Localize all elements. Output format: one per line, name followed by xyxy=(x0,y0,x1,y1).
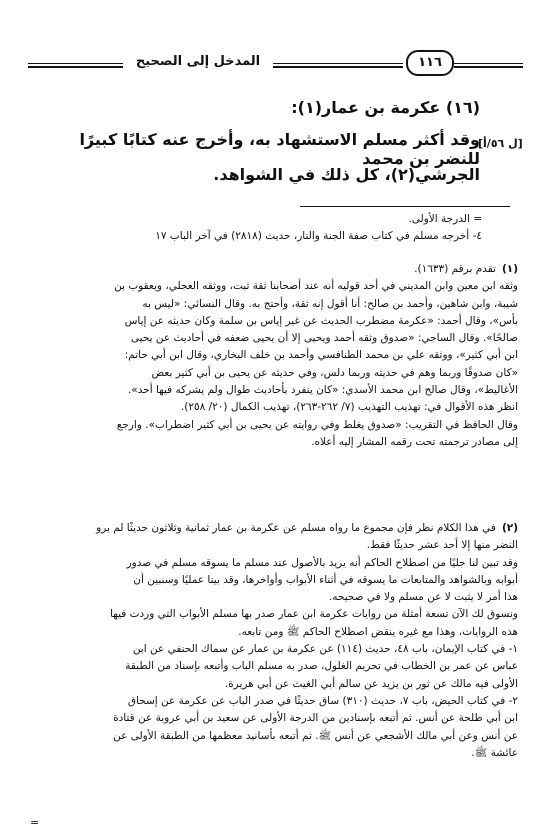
header-rule-right-thin xyxy=(454,63,523,64)
footnote-2-line: أبوابه وبالشواهد والمتابعات ما يسوقه في أثناء الأبواب وأواخرها، وقد بينا عمليًا وسنبين أن xyxy=(133,573,518,586)
footnote-1-line: ابن أبي كثير»، ووثقه علي بن محمد الطنافسي وأحمد بن خلف البخاري، وقال ابن أبي حاتم: xyxy=(124,349,518,362)
header-rule-left-thin xyxy=(28,63,123,64)
footnote-2-line: عن أنس وعن أبي مالك الأشجعي عن أنس ﷺ. ثم أتبعه بأسانيد معظمها من الطبقة الأولى عن xyxy=(113,729,518,742)
footnote-2-line: النضر منها إلا أحد عشر حديثًا فقط. xyxy=(366,539,518,552)
footnote-1-line: وثقه ابن معين وابن المديني في أحد قوليه أنه عند أصحابنا ثقة ثبت، ووثقه العجلي، ويعقوب بن xyxy=(114,280,518,293)
entry-heading: (١٦) عكرمة بن عمار(١): xyxy=(291,98,480,117)
footnote-1-line: تقدم برقم (١٦٣٣). xyxy=(414,263,496,275)
header-rule-left xyxy=(28,66,123,68)
footnote-2-line: هذه الروايات، وهذا مع غيره ينقض اصطلاح الحاكم ﷺ ومن تابعه. xyxy=(238,625,518,638)
header-rule-middle-thin xyxy=(273,63,403,64)
header-title: المدخل إلى الصحيح xyxy=(135,54,261,69)
footnote-2-line: عائشة ﷺ. xyxy=(471,746,518,759)
page-number: ١١٦ xyxy=(406,50,454,76)
continuation-line-2: ٤- أخرجه مسلم في كتاب صفة الجنة والنار، حديث (٢٨١٨) في آخر الباب ١٧ xyxy=(155,230,482,242)
running-header xyxy=(28,50,523,78)
footnote-2-line: الأولى فيه مالك عن ثور بن يزيد عن سالم أبي الغيث عن أبي هريرة. xyxy=(224,677,518,690)
continuation-mark: = xyxy=(30,816,40,829)
footnote-1-line: «كان صدوقًا وربما وهم في حديثه وربما دلس، وفي حديثه عن يحيى بن أبي كثير بعض xyxy=(151,366,518,379)
footnote-2-line: ابن أبي طلحة عن أنس. ثم أتبعه بإسنادين من الدرجة الأولى عن سعيد بن أبي عروبة عن قتادة xyxy=(113,712,518,725)
header-rule-middle xyxy=(273,66,403,68)
footnote-1-line: بأس»، وقال أحمد: «عكرمة مضطرب الحديث عن غير إياس بن سلمة وكان حديثه عن إياس xyxy=(124,314,518,327)
footnote-1-line: شيبة، وابن شاهين، وأحمد بن صالح: أنا أقول إنه ثقة، وأحتج به. وقال النسائي: «ليس به xyxy=(142,297,518,310)
footnote-2-line: عباس عن عمر بن الخطاب في تحريم الغلول، صدر به مسلم الباب وأتبعه بإسناد من الطبقة xyxy=(125,660,518,673)
main-text-line-2: الجرشي(٢)، كل ذلك في الشواهد. xyxy=(213,165,480,184)
header-rule-right xyxy=(454,66,523,68)
footnote-2-line: ١- في كتاب الإيمان، باب ٤٨، حديث (١١٤) عن عكرمة بن عمار عن سماك الحنفي عن ابن xyxy=(132,643,518,656)
footnote-2 xyxy=(34,520,518,762)
footnote-2-line: وقد تبين لنا جليًا من اصطلاح الحاكم أنه يريد بالأصول عند مسلم ما يسوقه مسلم في صدور xyxy=(126,556,518,569)
footnote-2-line: ٢- في كتاب الحيض، باب ٧، حديث (٣١٠) ساق حديثًا في صدر الباب عن عكرمة عن إسحاق xyxy=(127,694,518,707)
footnote-1 xyxy=(34,261,518,451)
manuscript-margin-note: [ل ٥٦/أ] xyxy=(478,137,523,150)
footnote-1-line: وقال الحافظ في التقريب: «صدوق يغلط وفي روايته عن يحيى بن أبي كثير اضطراب». وارجع xyxy=(116,418,518,431)
footnote-2-line: هذا أمر لا يثبت لا عن مسلم ولا في صحيحه. xyxy=(328,591,518,604)
footnote-1-line: الأغاليط»، وقال صالح ابن محمد الأسدي: «كان ينفرد بأحاديث طوال ولم يشركه فيها أحد». xyxy=(127,384,518,397)
footnote-1-line: انظر هذه الأقوال في: تهذيب التهذيب (٧/ ٢٦٢-٢٦٣)، تهذيب الكمال (٢٠/ ٢٥٨). xyxy=(180,401,518,414)
footnote-separator xyxy=(300,206,510,207)
footnote-2-number: (٢) xyxy=(501,522,518,534)
continuation-line-1: = الدرجة الأولى. xyxy=(408,213,482,225)
main-text-line-1: وقد أكثر مسلم الاستشهاد به، وأخرج عنه كتابًا كبيرًا للنضر بن محمد xyxy=(79,130,480,168)
footnote-1-number: (١) xyxy=(501,263,518,275)
footnote-1-line: إلى مصادر ترجمته تحت رقمه المشار إليه أعلاه. xyxy=(311,435,518,448)
footnote-1-line: صالحًا». وقال الساجي: «صدوق وثقه أحمد ويحيى إلا أن يحيى ضعفه في أحاديث عن يحيى xyxy=(130,332,518,345)
footnote-2-line: في هذا الكلام نظر فإن مجموع ما رواه مسلم عن عكرمة بن عمار ثمانية وثلاثون حديثًا لم يرو xyxy=(96,522,496,534)
footnote-2-line: ونسوق لك الآن تسعة أمثلة من روايات عكرمة ابن عمار صدر بها مسلم الأبواب التي وردت فيها xyxy=(110,608,518,621)
